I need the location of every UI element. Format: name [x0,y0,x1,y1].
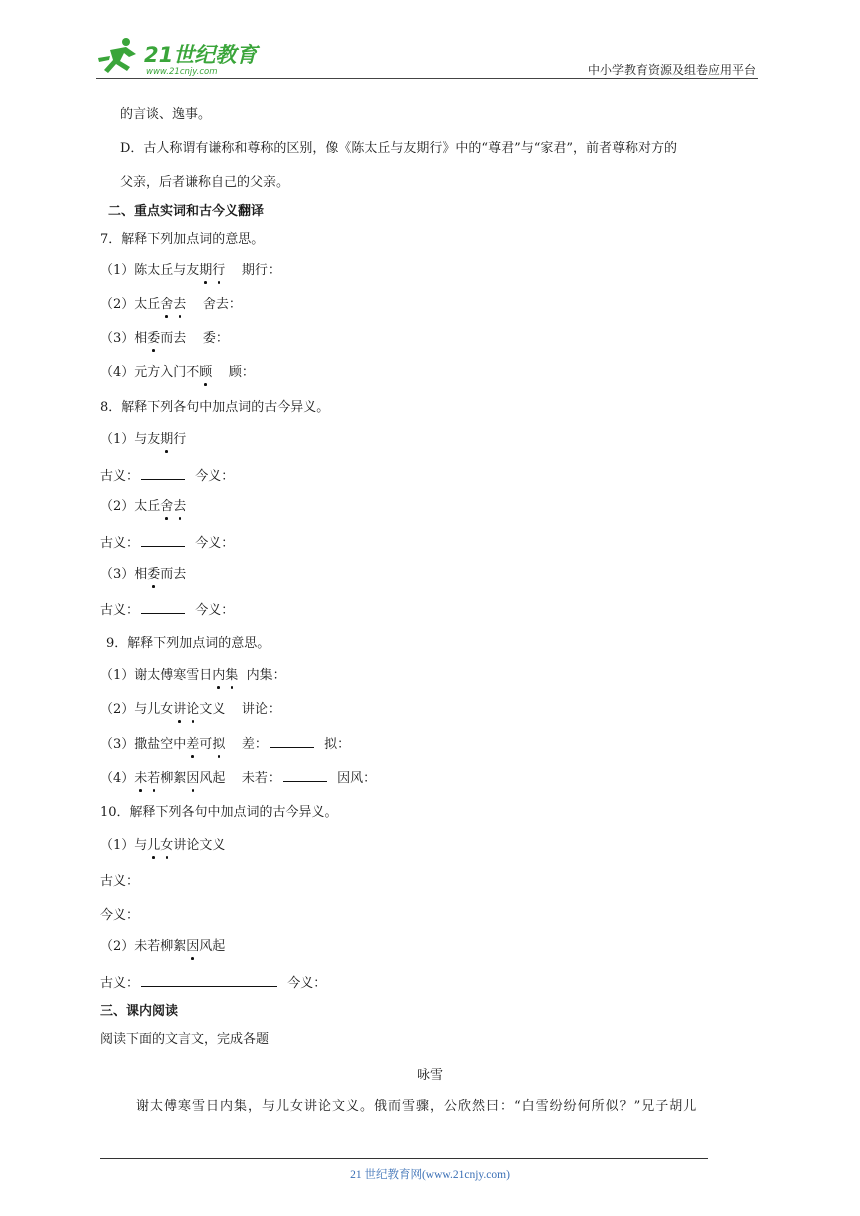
question-9-3: （3）撒盐空中差可拟 差： 拟： [100,737,351,752]
header-divider [96,78,758,79]
answer-blank[interactable] [283,769,327,782]
question-7-2: （2）太丘舍去 舍去： [100,297,242,312]
platform-label: 中小学教育资源及组卷应用平台 [587,63,756,77]
svg-text:21世纪教育: 21世纪教育 [144,43,258,67]
text-line: 的言谈、逸事。 [120,107,212,122]
question-7-1: （1）陈太丘与友期行 期行： [100,263,281,278]
answer-blank[interactable] [141,534,185,547]
question-8: 8．解释下列各句中加点词的古今异义。 [100,400,330,415]
question-10-1: （1）与儿女讲论文义 [100,838,226,853]
question-9-1: （1）谢太傅寒雪日内集 内集： [100,668,286,683]
question-9-2: （2）与儿女讲论文义 讲论： [100,702,281,717]
answer-blank[interactable] [141,601,185,614]
option-d: D．古人称谓有谦称和尊称的区别，像《陈太丘与友期行》中的“尊君”与“家君”，前者尊称对方的 [120,141,678,156]
question-9-4: （4）未若柳絮因风起 未若： 因风： [100,771,377,786]
question-10: 10．解释下列各句中加点词的古今异义。 [100,805,338,820]
question-8-1: （1）与友期行 [100,432,187,447]
footer-divider [100,1158,708,1159]
answer-line: 古义： 今义： [100,976,327,991]
question-7-3: （3）相委而去 委： [100,331,229,346]
section-heading: 三、课内阅读 [100,1004,179,1019]
question-7: 7．解释下列加点词的意思。 [100,232,265,247]
question-8-2: （2）太丘舍去 [100,499,187,514]
reading-instruction: 阅读下面的文言文，完成各题 [100,1032,270,1047]
runner-icon [98,38,136,73]
answer-line: 古义： 今义： [100,469,235,484]
svg-text:www.21cnjy.com: www.21cnjy.com [146,67,218,77]
answer-line: 古义： 今义： [100,603,235,618]
question-9: 9．解释下列加点词的意思。 [106,636,271,651]
passage-title: 咏雪 [416,1068,443,1083]
answer-blank[interactable] [141,467,185,480]
text-line: 父亲，后者谦称自己的父亲。 [120,175,290,190]
footer-link[interactable]: 21 世纪教育网(www.21cnjy.com) [350,1169,510,1181]
question-10-2: （2）未若柳絮因风起 [100,939,226,954]
passage-text: 谢太傅寒雪日内集，与儿女讲论文义。俄而雪骤，公欣然曰：“白雪纷纷何所似？”兄子胡儿 [136,1099,698,1114]
question-8-3: （3）相委而去 [100,567,187,582]
answer-jin: 今义： [100,908,140,923]
site-logo [96,36,266,78]
answer-blank[interactable] [141,974,277,987]
section-heading: 二、重点实词和古今义翻译 [108,204,265,219]
answer-blank[interactable] [270,735,314,748]
question-7-4: （4）元方入门不顾 顾： [100,365,255,380]
answer-line: 古义： 今义： [100,536,235,551]
answer-gu: 古义： [100,874,140,889]
